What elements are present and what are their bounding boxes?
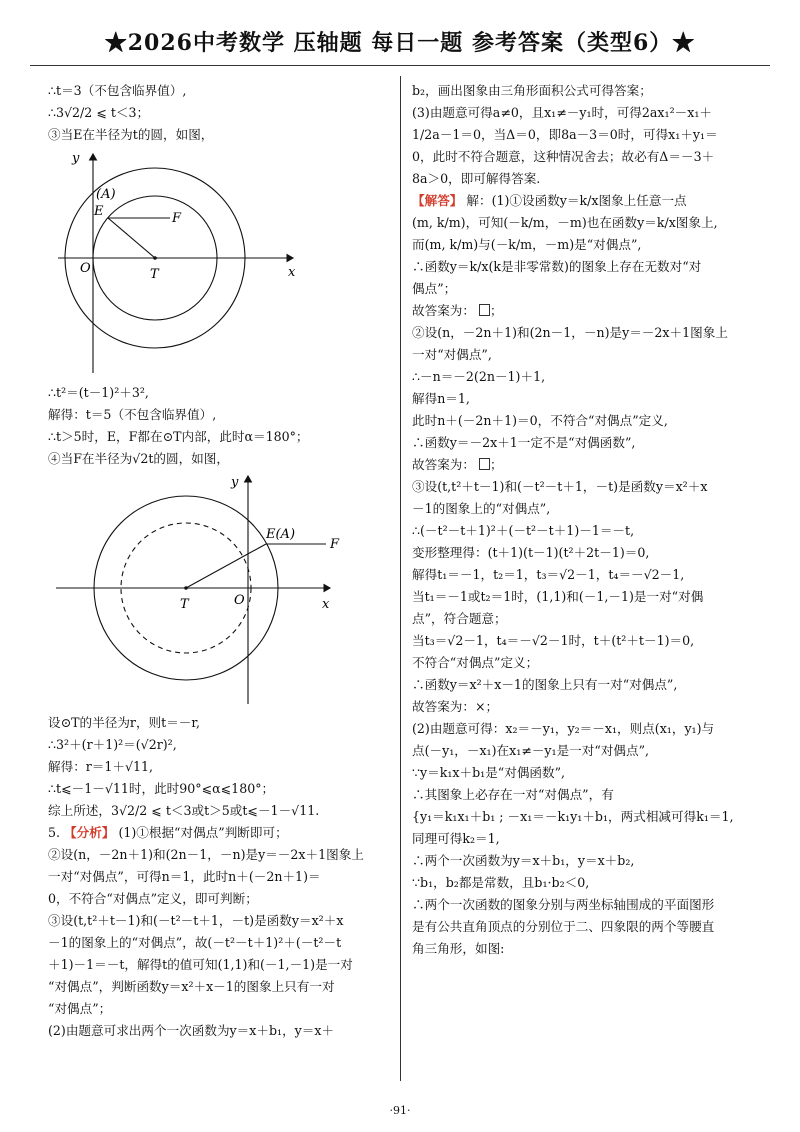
page-number: ·91·	[389, 1104, 411, 1117]
text-line: 解：(1)①设函数y＝k/x图象上任意一点	[466, 193, 687, 208]
text-line: {y₁＝k₁x₁＋b₁ ; －x₁＝－k₁y₁＋b₁，两式相减可得k₁＝1,	[412, 809, 734, 824]
text-line: ③当E在半径为t的圆，如图，	[48, 127, 214, 142]
text-line: ∴t⩽－1－√11时，此时90°⩽α⩽180°；	[48, 781, 275, 796]
answer-tag: 【解答】	[412, 193, 463, 208]
text-line: ∵y＝k₁x＋b₁是“对偶函数”,	[412, 765, 566, 780]
answer-heading	[412, 190, 758, 212]
text-line: 综上所述，3√2/2 ⩽ t＜3或t＞5或t⩽－1－√11.	[48, 803, 320, 818]
text-line: 变形整理得：(t＋1)(t－1)(t²＋2t－1)＝0,	[412, 545, 650, 560]
text-line: －1的图象上的“对偶点”,	[412, 501, 551, 516]
text-line: 故答案为：×；	[412, 699, 499, 714]
analysis-tag: 【分析】	[64, 825, 115, 840]
question-number: 5.	[48, 825, 61, 840]
text-line: (m, k/m)，可知(－k/m，－m)也在函数y＝k/x图象上,	[412, 215, 718, 230]
text-line: ②设(n，－2n＋1)和(2n－1，－n)是y＝－2x＋1图象上	[48, 847, 364, 862]
text-line: ∴(－t²－t＋1)²＋(－t²－t＋1)－1＝－t,	[412, 523, 635, 538]
text-line: ∴－n＝－2(2n－1)＋1,	[412, 369, 546, 384]
text-line: 当t₁＝－1或t₂＝1时，(1,1)和(－1,－1)是一对“对偶	[412, 589, 704, 604]
page-header: ★2026中考数学 压轴题 每日一题 参考答案（类型6）★	[104, 30, 696, 56]
text-line: ∴3²＋(r＋1)²＝(√2r)²,	[48, 737, 177, 752]
text-line: ∴两个一次函数的图象分别与两坐标轴围成的平面图形	[412, 897, 715, 912]
text-line: ②设(n，－2n＋1)和(2n－1，－n)是y＝－2x＋1图象上	[412, 325, 728, 340]
text-line: ∴两个一次函数为y＝x＋b₁，y＝x＋b₂,	[412, 853, 635, 868]
text-line: 同理可得k₂＝1,	[412, 831, 500, 846]
label-T: T	[150, 267, 159, 282]
text-line: 1/2a－1＝0，当Δ＝0，即8a－3＝0时，可得x₁＋y₁＝	[412, 127, 718, 142]
label-y: y	[231, 475, 239, 490]
text-line: 此时n＋(－2n＋1)＝0，不符合“对偶点”定义,	[412, 413, 668, 428]
text-line: 是有公共直角顶点的分别位于二、四象限的两个等腰直	[412, 919, 715, 934]
text-line: ∴3√2/2 ⩽ t＜3；	[48, 105, 150, 120]
question-5-heading	[48, 822, 390, 844]
text-line: ③设(t,t²＋t－1)和(－t²－t＋1，－t)是函数y＝x²＋x	[48, 913, 344, 928]
label-A: (A)	[96, 187, 116, 202]
text-line: 偶点”；	[412, 281, 457, 296]
text-line: “对偶点”，判断函数y＝x²＋x－1的图象上只有一对	[48, 979, 335, 994]
segment-TE	[186, 544, 266, 588]
header-rule	[30, 65, 770, 66]
label-E: E	[94, 204, 104, 219]
answer-line: 故答案为： ；	[412, 303, 503, 318]
segment-TE	[108, 218, 155, 258]
text-line: “对偶点”；	[48, 1001, 112, 1016]
text-line: ∵b₁，b₂都是常数，且b₁·b₂＜0,	[412, 875, 590, 890]
text-line: (1)①根据“对偶点”判断即可；	[118, 825, 288, 840]
text-line: －1的图象上的“对偶点”，故(－t²－t＋1)²＋(－t²－t	[48, 935, 342, 950]
label-T: T	[180, 597, 189, 612]
text-line: 角三角形，如图:	[412, 941, 505, 956]
text-line: ④当F在半径为√2t的圆，如图，	[48, 451, 229, 466]
right-column	[412, 80, 758, 960]
text-line: 而(m, k/m)与(－k/m，－m)是“对偶点”,	[412, 237, 642, 252]
text-line: ∴t＝3（不包含临界值）,	[48, 83, 187, 98]
text-line: 故答案为：	[412, 457, 475, 472]
figure-circles-F	[48, 472, 348, 710]
text-line: 0，此时不符合题意，这种情况舍去；故必有Δ＝－3＋	[412, 149, 715, 164]
text-line: 一对“对偶点”,	[412, 347, 492, 362]
label-EA: E(A)	[266, 527, 296, 542]
text-line: 解得t₁＝－1，t₂＝1，t₃＝√2－1，t₄＝－√2－1,	[412, 567, 685, 582]
label-O: O	[80, 261, 91, 276]
text-line: 解得：t＝5（不包含临界值）,	[48, 407, 217, 422]
text-line: ③设(t,t²＋t－1)和(－t²－t＋1，－t)是函数y＝x²＋x	[412, 479, 708, 494]
text-line: ∴其图象上必存在一对“对偶点”，有	[412, 787, 614, 802]
text-line: 当t₃＝√2－1，t₄＝－√2－1时，t＋(t²＋t－1)＝0,	[412, 633, 695, 648]
text-line: ＋1)－1＝－t，解得t的值可知(1,1)和(－1,－1)是一对	[48, 957, 353, 972]
text-line: 点”，符合题意；	[412, 611, 507, 626]
text-line: ∴函数y＝k/x(k是非零常数)的图象上存在无数对“对	[412, 259, 702, 274]
text-line: ∴t＞5时，E，F都在⊙T内部，此时α＝180°；	[48, 429, 309, 444]
left-column	[48, 80, 390, 1042]
text-line: ∴函数y＝－2x＋1一定不是“对偶函数”,	[412, 435, 636, 450]
text-line: 解得n＝1,	[412, 391, 470, 406]
label-x: x	[322, 597, 330, 612]
label-x: x	[288, 265, 296, 280]
checkbox-placeholder-icon	[479, 304, 490, 316]
text-line: 故答案为：	[412, 303, 475, 318]
text-line: 不符合“对偶点”定义；	[412, 655, 539, 670]
text-line: ∴t²＝(t－1)²＋3²,	[48, 385, 149, 400]
text-line: 点(－y₁，－x₁)在x₁≠－y₁是一对“对偶点”,	[412, 743, 650, 758]
text-line: 设⊙T的半径为r，则t＝－r,	[48, 715, 201, 730]
label-O: O	[234, 593, 245, 608]
text-line: 解得：r＝1＋√11,	[48, 759, 154, 774]
label-F: F	[330, 537, 340, 552]
column-divider	[400, 76, 401, 1081]
label-y: y	[72, 151, 80, 166]
text-line: 8a＞0，即可解得答案.	[412, 171, 541, 186]
text-line: 一对“对偶点”，可得n＝1，此时n＋(－2n＋1)＝	[48, 869, 321, 884]
answer-line: 故答案为： ；	[412, 457, 503, 472]
text-line: b₂，画出图象由三角形面积公式可得答案；	[412, 83, 652, 98]
point-T	[184, 586, 188, 590]
figure-circles-E	[48, 148, 338, 380]
label-F: F	[172, 211, 182, 226]
text-line: ∴函数y＝x²＋x－1的图象上只有一对“对偶点”,	[412, 677, 678, 692]
text-line: (2)由题意可得：x₂＝－y₁，y₂＝－x₁，则点(x₁，y₁)与	[412, 721, 715, 736]
text-line: 0，不符合“对偶点”定义，即可判断；	[48, 891, 258, 906]
point-T	[153, 256, 157, 260]
checkbox-placeholder-icon	[479, 458, 490, 470]
text-line: (3)由题意可得a≠0，且x₁≠－y₁时，可得2ax₁²－x₁＋	[412, 105, 712, 120]
text-line: (2)由题意可求出两个一次函数为y＝x＋b₁，y＝x＋	[48, 1023, 335, 1038]
